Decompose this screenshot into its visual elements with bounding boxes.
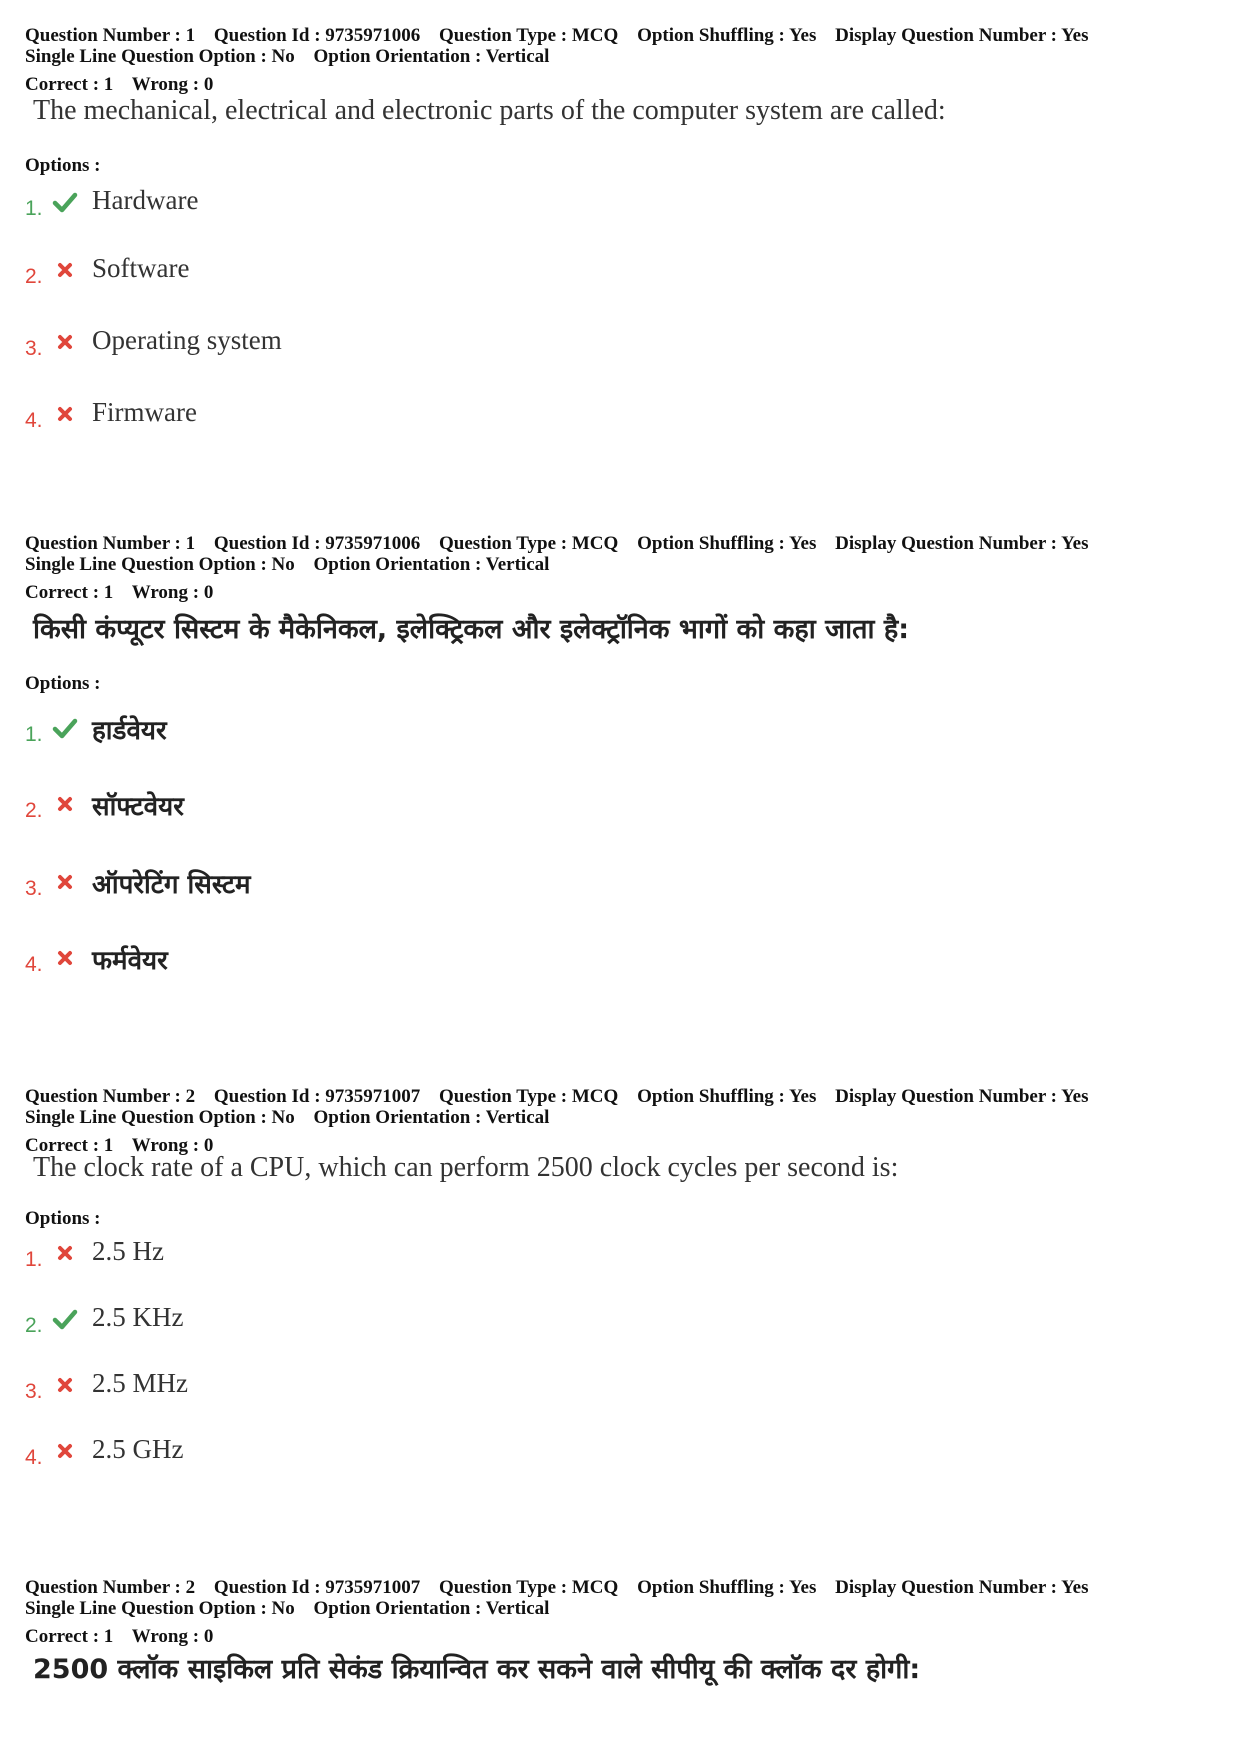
option-number: 4. [25, 1446, 43, 1469]
meta-line-2: Single Line Question Option : No Option Orientation : Vertical [25, 554, 550, 575]
option-text: 2.5 Hz [92, 1236, 164, 1266]
option-orientation: Vertical [485, 1107, 550, 1128]
option-orientation: Vertical [485, 1598, 550, 1619]
single-line-option: No [271, 46, 295, 67]
question-block-2-hindi [25, 1577, 1215, 1727]
option-text: Software [92, 253, 190, 283]
option-number: 2. [25, 1314, 43, 1337]
question-text: 2500 क्लॉक साइकिल प्रति सेकंड क्रियान्वित कर सकने वाले सीपीयू की क्लॉक दर होगी: [33, 1654, 921, 1685]
marks-line: Correct : 1 Wrong : 0 [25, 1135, 214, 1156]
wrong-marks: 0 [203, 1135, 214, 1156]
option-number: 4. [25, 953, 43, 976]
option-number: 1. [25, 1248, 43, 1271]
wrong-marks: 0 [203, 1626, 214, 1647]
question-number: 2 [185, 1086, 196, 1107]
checkmark-icon [52, 189, 78, 215]
question-text: किसी कंप्यूटर सिस्टम के मैकेनिकल, इलेक्ट्रिकल और इलेक्ट्रॉनिक भागों को कहा जाता है: [33, 614, 910, 645]
question-type: MCQ [571, 1577, 619, 1598]
question-text: The clock rate of a CPU, which can perform 2500 clock cycles per second is: [33, 1152, 899, 1183]
option-text: Hardware [92, 185, 199, 215]
question-id: 9735971007 [325, 1086, 421, 1107]
marks-line: Correct : 1 Wrong : 0 [25, 582, 214, 603]
checkmark-icon [52, 1306, 78, 1332]
single-line-option: No [271, 1107, 295, 1128]
question-id: 9735971006 [325, 533, 421, 554]
marks-line: Correct : 1 Wrong : 0 [25, 74, 214, 95]
option-text: 2.5 KHz [92, 1302, 184, 1332]
question-text: The mechanical, electrical and electronic parts of the computer system are called: [33, 95, 946, 126]
option-number: 2. [25, 265, 43, 288]
meta-line-1: Question Number : 1 Question Id : 9735971006 Question Type : MCQ Option Shuffling : Yes Display Question Number : Yes [25, 25, 1089, 46]
question-block-2-english [25, 1086, 1215, 1516]
option-2 [25, 787, 725, 827]
question-meta [25, 1577, 1215, 1647]
question-type: MCQ [571, 25, 619, 46]
question-block-1-english [25, 25, 1215, 465]
single-line-option: No [271, 1598, 295, 1619]
meta-line-1: Question Number : 1 Question Id : 9735971006 Question Type : MCQ Option Shuffling : Yes Display Question Number : Yes [25, 533, 1089, 554]
option-shuffling: Yes [788, 1086, 817, 1107]
options-label: Options : [25, 1208, 101, 1229]
correct-marks: 1 [103, 1135, 114, 1156]
option-text: Firmware [92, 397, 197, 427]
meta-line-2: Single Line Question Option : No Option Orientation : Vertical [25, 46, 550, 67]
option-1 [25, 185, 725, 225]
question-meta [25, 533, 1215, 603]
cross-icon [52, 329, 78, 355]
cross-icon [52, 869, 78, 895]
correct-marks: 1 [103, 582, 114, 603]
display-question-number: Yes [1061, 1086, 1089, 1107]
option-4 [25, 941, 725, 981]
wrong-marks: 0 [203, 74, 214, 95]
option-2 [25, 1302, 725, 1342]
correct-marks: 1 [103, 74, 114, 95]
question-number: 2 [185, 1577, 196, 1598]
question-meta [25, 1086, 1215, 1156]
question-meta [25, 25, 1215, 95]
meta-line-2: Single Line Question Option : No Option Orientation : Vertical [25, 1598, 550, 1619]
option-3 [25, 325, 725, 365]
option-text: हार्डवेयर [92, 716, 167, 746]
option-number: 3. [25, 1380, 43, 1403]
options-label: Options : [25, 673, 101, 694]
option-number: 3. [25, 877, 43, 900]
option-number: 1. [25, 197, 43, 220]
option-1 [25, 1236, 725, 1276]
question-number: 1 [185, 25, 196, 46]
option-text: 2.5 MHz [92, 1368, 188, 1398]
question-number: 1 [185, 533, 196, 554]
options-label: Options : [25, 155, 101, 176]
display-question-number: Yes [1061, 1577, 1089, 1598]
option-number: 3. [25, 337, 43, 360]
option-3 [25, 865, 725, 905]
option-text: ऑपरेटिंग सिस्टम [92, 870, 251, 900]
option-shuffling: Yes [788, 25, 817, 46]
meta-line-2: Single Line Question Option : No Option Orientation : Vertical [25, 1107, 550, 1128]
meta-line-1: Question Number : 2 Question Id : 9735971007 Question Type : MCQ Option Shuffling : Yes Display Question Number : Yes [25, 1086, 1089, 1107]
cross-icon [52, 401, 78, 427]
checkmark-icon [52, 715, 78, 741]
cross-icon [52, 945, 78, 971]
question-type: MCQ [571, 533, 619, 554]
single-line-option: No [271, 554, 295, 575]
meta-line-1: Question Number : 2 Question Id : 9735971007 Question Type : MCQ Option Shuffling : Yes Display Question Number : Yes [25, 1577, 1089, 1598]
option-shuffling: Yes [788, 533, 817, 554]
wrong-marks: 0 [203, 582, 214, 603]
option-shuffling: Yes [788, 1577, 817, 1598]
question-id: 9735971006 [325, 25, 421, 46]
cross-icon [52, 791, 78, 817]
option-3 [25, 1368, 725, 1408]
question-block-1-hindi [25, 533, 1215, 1013]
option-text: 2.5 GHz [92, 1434, 184, 1464]
option-number: 2. [25, 799, 43, 822]
option-4 [25, 1434, 725, 1474]
option-text: Operating system [92, 325, 282, 355]
cross-icon [52, 1240, 78, 1266]
cross-icon [52, 1438, 78, 1464]
option-orientation: Vertical [485, 554, 550, 575]
option-text: सॉफ्टवेयर [92, 792, 184, 822]
display-question-number: Yes [1061, 533, 1089, 554]
cross-icon [52, 257, 78, 283]
option-text: फर्मवेयर [92, 946, 168, 976]
option-2 [25, 253, 725, 293]
option-number: 4. [25, 409, 43, 432]
option-orientation: Vertical [485, 46, 550, 67]
question-type: MCQ [571, 1086, 619, 1107]
question-id: 9735971007 [325, 1577, 421, 1598]
marks-line: Correct : 1 Wrong : 0 [25, 1626, 214, 1647]
option-number: 1. [25, 723, 43, 746]
cross-icon [52, 1372, 78, 1398]
display-question-number: Yes [1061, 25, 1089, 46]
correct-marks: 1 [103, 1626, 114, 1647]
option-1 [25, 711, 725, 751]
option-4 [25, 397, 725, 437]
